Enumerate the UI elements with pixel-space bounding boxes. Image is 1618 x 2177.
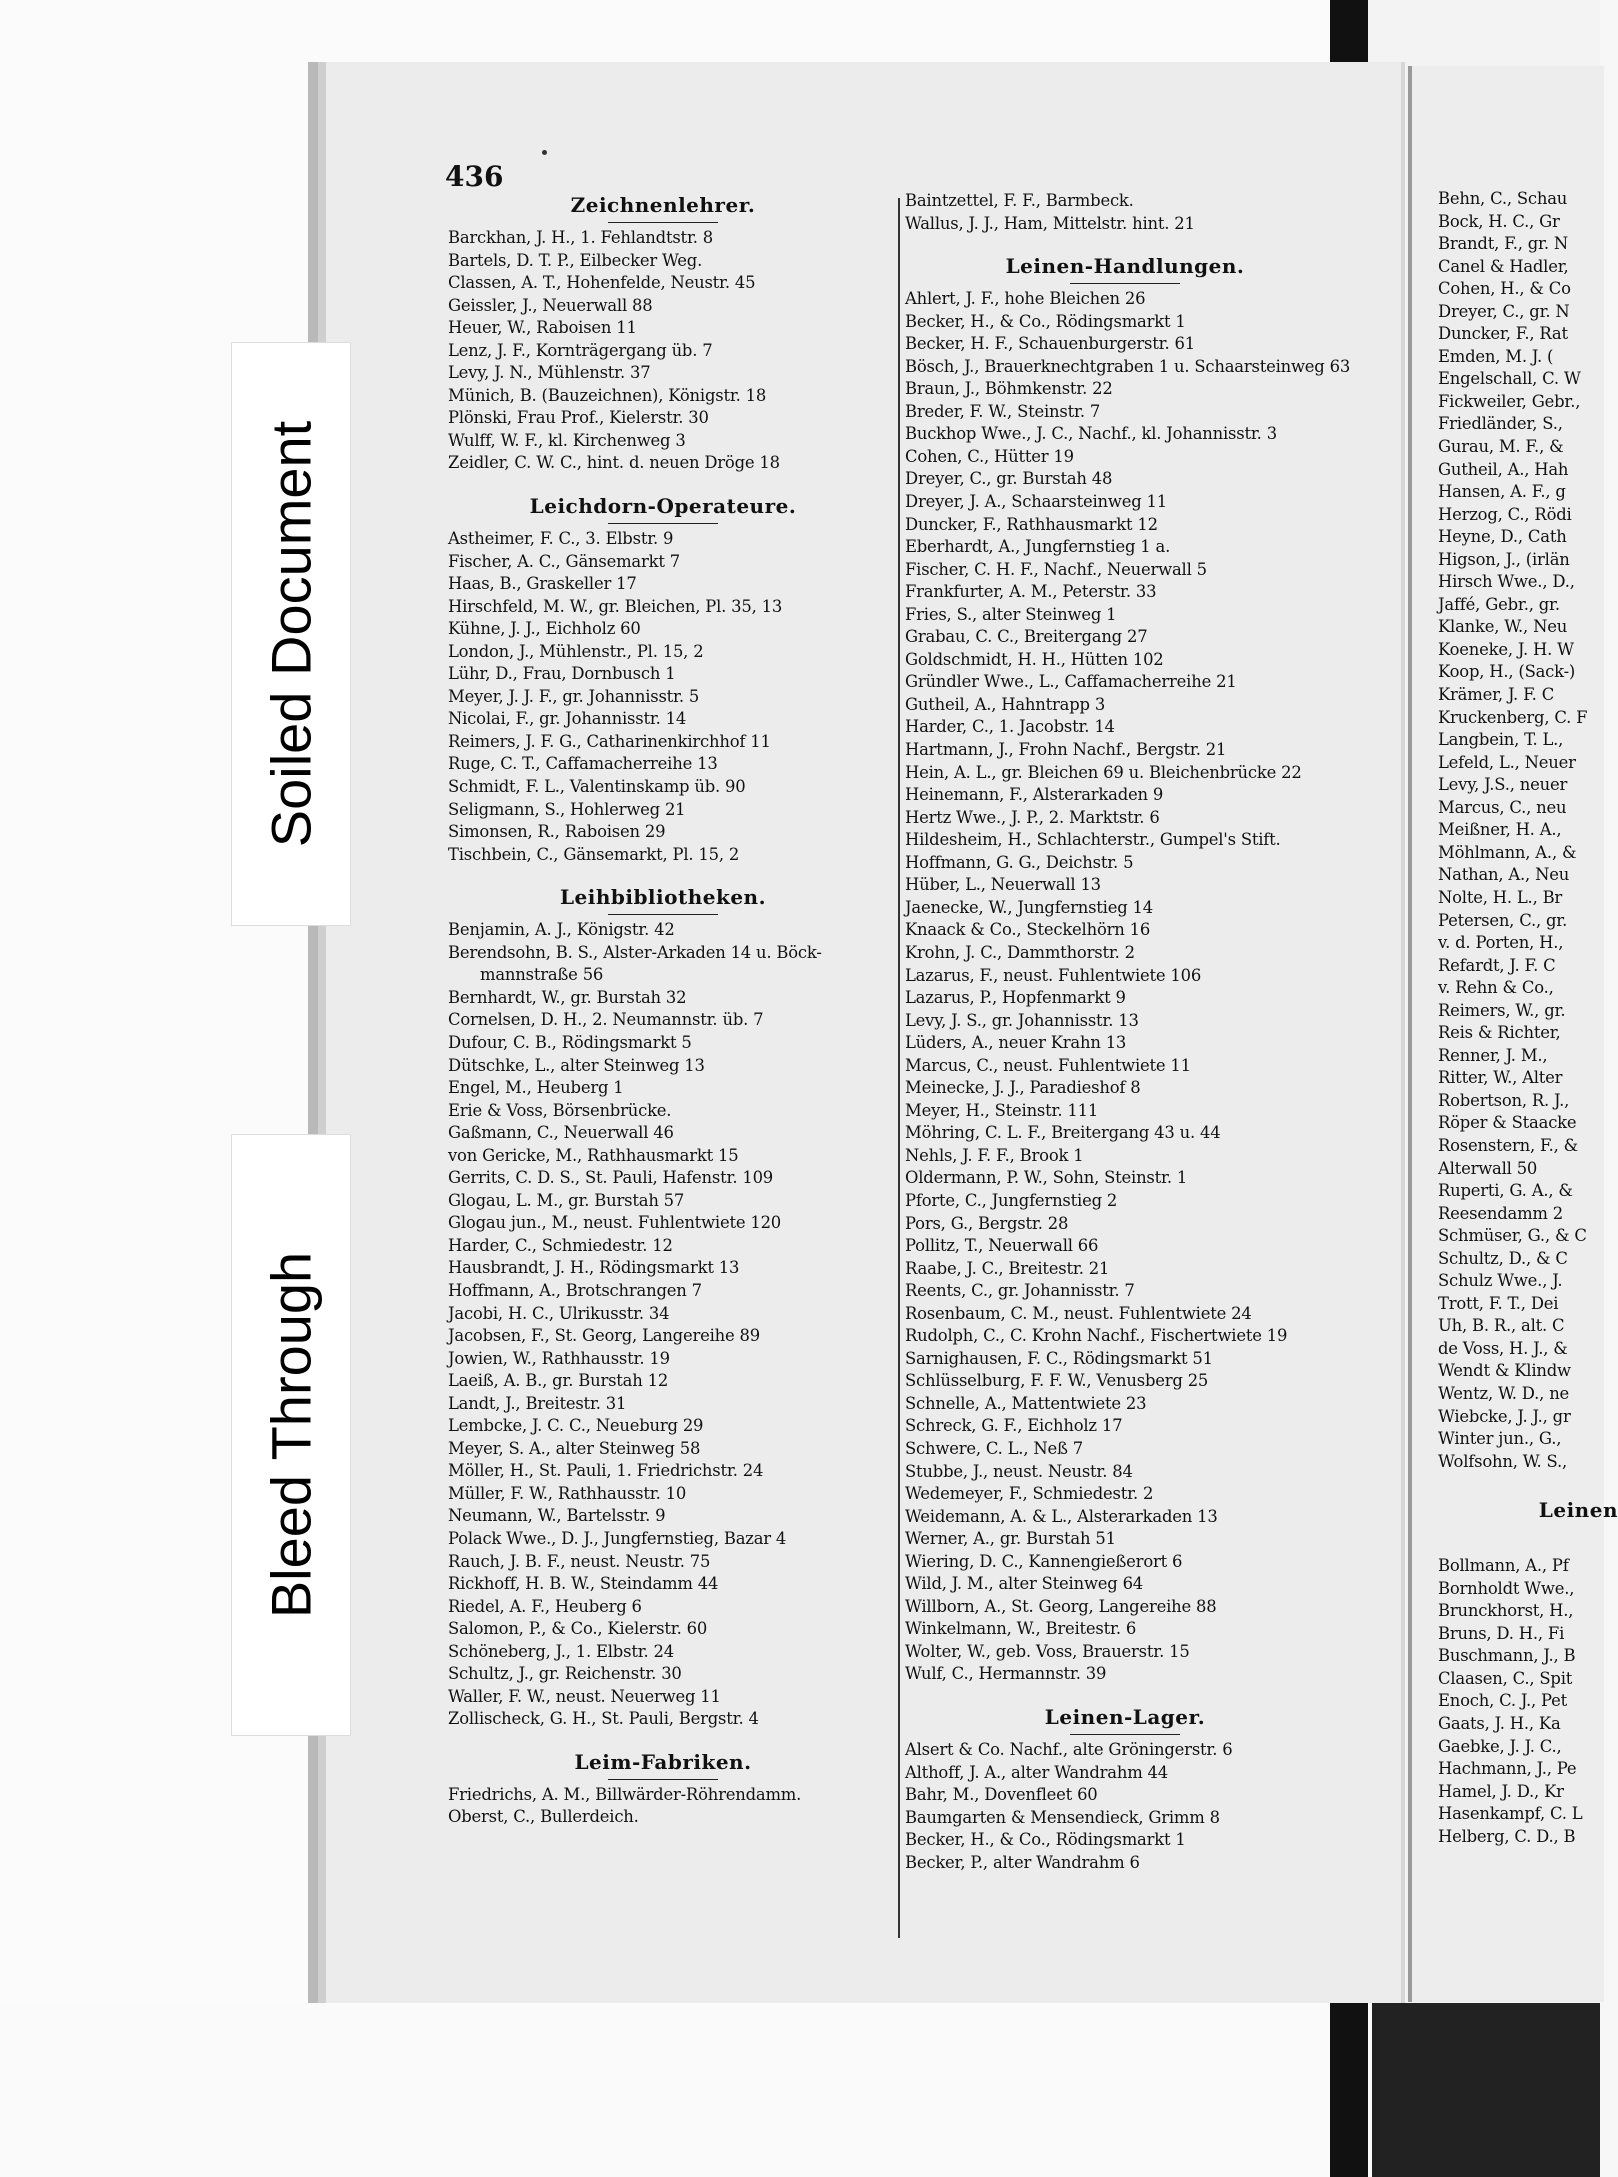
directory-entry: Geissler, J., Neuerwall 88 [448, 295, 653, 315]
directory-entry: Reis & Richter, [1438, 1023, 1561, 1043]
directory-entry: Hildesheim, H., Schlachterstr., Gumpel's Stift. [905, 830, 1281, 850]
directory-entry: Petersen, C., gr. [1438, 910, 1568, 930]
directory-entry: Trott, F. T., Dei [1438, 1293, 1559, 1313]
directory-entry: Heinemann, F., Alsterarkaden 9 [905, 785, 1164, 805]
directory-entry: Simonsen, R., Raboisen 29 [448, 822, 666, 842]
directory-entry: Reimers, W., gr. [1438, 1000, 1566, 1020]
directory-entry: Nathan, A., Neu [1438, 865, 1570, 885]
directory-section [448, 1747, 878, 1829]
section-heading: Leinen-Handlungen. [1005, 254, 1245, 279]
right-column-partial [1438, 188, 1618, 1848]
directory-entry: Hoffmann, A., Brotschrangen 7 [448, 1280, 702, 1300]
directory-entry: Möller, H., St. Pauli, 1. Friedrichstr. 24 [448, 1461, 764, 1481]
directory-entry: Harder, C., 1. Jacobstr. 14 [905, 717, 1115, 737]
directory-entry: Glogau, L. M., gr. Burstah 57 [448, 1190, 685, 1210]
directory-entry: Wulf, C., Hermannstr. 39 [905, 1664, 1107, 1684]
directory-entry: Krämer, J. F. C [1438, 685, 1555, 705]
directory-entry: Claasen, C., Spit [1438, 1668, 1573, 1688]
directory-entry: Pforte, C., Jungfernstieg 2 [905, 1190, 1118, 1210]
soiled-document-label [232, 343, 350, 925]
directory-section [448, 190, 878, 475]
directory-entry: Hamel, J. D., Kr [1438, 1781, 1564, 1801]
directory-entry: Braun, J., Böhmkenstr. 22 [905, 379, 1113, 399]
directory-entry: Schmidt, F. L., Valentinskamp üb. 90 [448, 777, 746, 797]
directory-entry: Benjamin, A. J., Königstr. 42 [448, 920, 675, 940]
directory-entry: Dufour, C. B., Rödingsmarkt 5 [448, 1032, 692, 1052]
directory-entry: Bösch, J., Brauerknechtgraben 1 u. Schaarsteinweg 63 [905, 356, 1351, 376]
directory-entry: Wiering, D. C., Kannengießerort 6 [905, 1551, 1183, 1571]
directory-entry: Friedrichs, A. M., Billwärder-Röhrendamm. [448, 1784, 802, 1804]
directory-entry: Bollmann, A., Pf [1438, 1556, 1569, 1576]
section-heading: Leinen-Lager. [1044, 1705, 1206, 1729]
directory-entry: Schwere, C. L., Neß 7 [905, 1438, 1083, 1458]
directory-entry: Refardt, J. F. C [1438, 955, 1556, 975]
section-heading: Leinen [1538, 1498, 1618, 1523]
directory-entry: Buschmann, J., B [1438, 1646, 1576, 1666]
directory-entry: Lazarus, F., neust. Fuhlentwiete 106 [905, 965, 1202, 985]
directory-entry: Gaebke, J. J. C., [1438, 1736, 1562, 1756]
directory-entry: Heyne, D., Cath [1438, 527, 1567, 547]
directory-entry: Nehls, J. F. F., Brook 1 [905, 1145, 1084, 1165]
directory-entry: Zollischeck, G. H., St. Pauli, Bergstr. 4 [448, 1709, 759, 1729]
directory-entry: Möhring, C. L. F., Breitergang 43 u. 44 [905, 1123, 1221, 1143]
directory-entry: Wolter, W., geb. Voss, Brauerstr. 15 [905, 1641, 1190, 1661]
directory-section [905, 1702, 1345, 1874]
directory-entry: Hertz Wwe., J. P., 2. Marktstr. 6 [905, 807, 1160, 827]
directory-entry: Levy, J. N., Mühlenstr. 37 [448, 363, 651, 383]
directory-entry: Ruge, C. T., Caffamacherreihe 13 [448, 754, 718, 774]
directory-entry: Lazarus, P., Hopfenmarkt 9 [905, 988, 1126, 1008]
directory-entry: Levy, J. S., gr. Johannisstr. 13 [905, 1010, 1139, 1030]
directory-entry: v. d. Porten, H., [1438, 933, 1564, 953]
directory-entry: Becker, H. F., Schauenburgerstr. 61 [905, 334, 1195, 354]
directory-entry: Gutheil, A., Hah [1438, 459, 1569, 479]
directory-entry: Wedemeyer, F., Schmiedestr. 2 [905, 1484, 1154, 1504]
directory-entry: Schöneberg, J., 1. Elbstr. 24 [448, 1641, 675, 1661]
directory-entry: Bahr, M., Dovenfleet 60 [905, 1785, 1098, 1805]
directory-entry: v. Rehn & Co., [1438, 978, 1554, 998]
directory-entry: Oldermann, P. W., Sohn, Steinstr. 1 [905, 1168, 1188, 1188]
directory-entry: Robertson, R. J., [1438, 1090, 1570, 1110]
directory-entry: Schlüsselburg, F. F. W., Venusberg 25 [905, 1371, 1209, 1391]
directory-entry: Werner, A., gr. Burstah 51 [905, 1529, 1116, 1549]
directory-entry: Zeidler, C. W. C., hint. d. neuen Dröge 18 [448, 453, 780, 473]
column-separator [898, 198, 900, 1938]
directory-entry: Kühne, J. J., Eichholz 60 [448, 619, 641, 639]
directory-entry: Cohen, C., Hütter 19 [905, 446, 1074, 466]
directory-entry: Hirsch Wwe., D., [1438, 572, 1575, 592]
directory-entry: Marcus, C., neu [1438, 797, 1567, 817]
directory-entry: Cohen, H., & Co [1438, 279, 1571, 299]
directory-section [905, 251, 1351, 1686]
directory-section [448, 491, 878, 866]
directory-entry: Brandt, F., gr. N [1438, 234, 1569, 254]
directory-entry: Fickweiler, Gebr., [1438, 391, 1581, 411]
directory-entry: Dütschke, L., alter Steinweg 13 [448, 1055, 705, 1075]
directory-entry: London, J., Mühlenstr., Pl. 15, 2 [448, 641, 704, 661]
directory-entry: Duncker, F., Rat [1438, 324, 1568, 344]
directory-entry: Jacobsen, F., St. Georg, Langereihe 89 [448, 1326, 760, 1346]
directory-entry: Hüber, L., Neuerwall 13 [905, 875, 1101, 895]
directory-entry: Lembcke, J. C. C., Neueburg 29 [448, 1416, 704, 1436]
directory-entry: mannstraße 56 [480, 965, 604, 985]
directory-entry: Ruperti, G. A., & [1438, 1181, 1573, 1201]
directory-entry: Röper & Staacke [1438, 1113, 1577, 1133]
directory-entry: Gutheil, A., Hahntrapp 3 [905, 694, 1106, 714]
section-heading: Leihbibliotheken. [559, 885, 767, 910]
directory-entry: Goldschmidt, H. H., Hütten 102 [905, 649, 1164, 669]
directory-entry: Kruckenberg, C. F [1438, 707, 1588, 727]
directory-entry: Jacobi, H. C., Ulrikusstr. 34 [448, 1303, 670, 1323]
directory-entry: Schultz, J., gr. Reichenstr. 30 [448, 1664, 682, 1684]
directory-entry: Waller, F. W., neust. Neuerweg 11 [448, 1686, 721, 1706]
directory-entry: Althoff, J. A., alter Wandrahm 44 [905, 1762, 1169, 1782]
directory-entry: Engel, M., Heuberg 1 [448, 1078, 624, 1098]
directory-entry: Schulz Wwe., J. [1438, 1271, 1563, 1291]
directory-entry: Klanke, W., Neu [1438, 617, 1568, 637]
directory-entry: Gaats, J. H., Ka [1438, 1714, 1561, 1733]
bleed-through-label [232, 1135, 350, 1735]
directory-section [905, 190, 1345, 235]
directory-entry: Hachmann, J., Pe [1438, 1759, 1577, 1779]
directory-entry: Cornelsen, D. H., 2. Neumannstr. üb. 7 [448, 1010, 764, 1030]
left-column [448, 190, 878, 1829]
directory-entry: Ritter, W., Alter [1438, 1068, 1563, 1088]
directory-entry: Rosenbaum, C. M., neust. Fuhlentwiete 24 [905, 1303, 1252, 1323]
dark-scan-edge-bottom [1330, 2003, 1368, 2177]
directory-entry: Rauch, J. B. F., neust. Neustr. 75 [448, 1551, 711, 1571]
directory-entry: Dreyer, J. A., Schaarsteinweg 11 [905, 492, 1168, 512]
middle-column [905, 190, 1351, 1874]
directory-entry: Langbein, T. L., [1438, 730, 1564, 750]
directory-entry: Becker, H., & Co., Rödingsmarkt 1 [905, 311, 1186, 331]
directory-entry: Jowien, W., Rathhausstr. 19 [448, 1348, 670, 1368]
directory-entry: Herzog, C., Rödi [1438, 504, 1572, 524]
directory-entry: Laeiß, A. B., gr. Burstah 12 [448, 1371, 669, 1391]
directory-entry: Fischer, C. H. F., Nachf., Neuerwall 5 [905, 559, 1207, 579]
directory-entry: Winter jun., G., [1438, 1429, 1562, 1449]
directory-entry: Becker, P., alter Wandrahm 6 [905, 1852, 1140, 1872]
directory-entry: Pors, G., Bergstr. 28 [905, 1213, 1069, 1233]
directory-entry: Renner, J. M., [1438, 1045, 1548, 1065]
directory-entry: Harder, C., Schmiedestr. 12 [448, 1235, 673, 1255]
directory-entry: Nolte, H. L., Br [1438, 887, 1563, 907]
directory-entry: Schmüser, G., & C [1438, 1226, 1587, 1246]
directory-entry: Tischbein, C., Gänsemarkt, Pl. 15, 2 [448, 844, 740, 864]
directory-entry: Dreyer, C., gr. N [1438, 301, 1570, 321]
directory-entry: Baumgarten & Mensendieck, Grimm 8 [905, 1807, 1220, 1827]
directory-entry: Rosenstern, F., & [1438, 1135, 1579, 1155]
heading-underline [608, 1779, 718, 1780]
directory-entry: Hausbrandt, J. H., Rödingsmarkt 13 [448, 1258, 740, 1278]
directory-entry: Wendt & Klindw [1438, 1361, 1571, 1381]
directory-entry: Münich, B. (Bauzeichnen), Königstr. 18 [448, 385, 767, 405]
directory-entry: Uh, B. R., alt. C [1438, 1316, 1565, 1336]
directory-entry: Behn, C., Schau [1438, 189, 1568, 208]
directory-entry: Eberhardt, A., Jungfernstieg 1 a. [905, 537, 1171, 557]
directory-entry: Müller, F. W., Rathhausstr. 10 [448, 1483, 687, 1503]
directory-entry: Raabe, J. C., Breitestr. 21 [905, 1258, 1110, 1278]
directory-entry: Bruns, D. H., Fi [1438, 1623, 1565, 1643]
directory-entry: Bock, H. C., Gr [1438, 211, 1560, 231]
directory-entry: Gaßmann, C., Neuerwall 46 [448, 1123, 674, 1143]
directory-entry: Stubbe, J., neust. Neustr. 84 [905, 1461, 1133, 1481]
directory-entry: Meyer, S. A., alter Steinweg 58 [448, 1438, 701, 1458]
directory-entry: Wiebcke, J. J., gr [1438, 1406, 1571, 1426]
directory-entry: Classen, A. T., Hohenfelde, Neustr. 45 [448, 273, 756, 293]
heading-underline [1070, 1734, 1180, 1735]
directory-entry: Higson, J., (irlän [1438, 549, 1570, 569]
directory-entry: Lefeld, L., Neuer [1438, 752, 1576, 772]
directory-entry: Winkelmann, W., Breitestr. 6 [905, 1619, 1137, 1639]
directory-entry: Rickhoff, H. B. W., Steindamm 44 [448, 1574, 719, 1594]
directory-entry: Erie & Voss, Börsenbrücke. [448, 1100, 672, 1120]
directory-entry: Alsert & Co. Nachf., alte Gröningerstr. 6 [905, 1740, 1233, 1759]
directory-entry: Neumann, W., Bartelsstr. 9 [448, 1506, 666, 1526]
directory-entry: Breder, F. W., Steinstr. 7 [905, 401, 1101, 421]
directory-entry: Astheimer, F. C., 3. Elbstr. 9 [448, 529, 674, 549]
directory-entry: Hirschfeld, M. W., gr. Bleichen, Pl. 35, 13 [448, 596, 783, 616]
directory-entry: Hoffmann, G. G., Deichstr. 5 [905, 852, 1134, 872]
directory-entry: Ahlert, J. F., hohe Bleichen 26 [905, 289, 1146, 309]
directory-entry: Koop, H., (Sack-) [1438, 662, 1576, 682]
directory-entry: Emden, M. J. ( [1438, 346, 1554, 366]
directory-entry: Willborn, A., St. Georg, Langereihe 88 [905, 1596, 1217, 1616]
directory-entry: Reents, C., gr. Johannisstr. 7 [905, 1281, 1135, 1301]
directory-entry: Koeneke, J. H. W [1438, 639, 1574, 659]
directory-entry: Meyer, H., Steinstr. 111 [905, 1100, 1099, 1120]
directory-entry: Grabau, C. C., Breitergang 27 [905, 627, 1148, 647]
directory-entry: Hansen, A. F., g [1438, 482, 1566, 502]
section-heading: Leim-Fabriken. [574, 1749, 752, 1774]
directory-entry: Knaack & Co., Steckelhörn 16 [905, 920, 1151, 940]
soiled-document-text: Soiled Document [259, 420, 323, 848]
heading-underline [608, 523, 718, 524]
directory-entry: Jaffé, Gebr., gr. [1438, 594, 1560, 614]
directory-entry: Schnelle, A., Mattentwiete 23 [905, 1393, 1147, 1413]
directory-entry: Fries, S., alter Steinweg 1 [905, 604, 1117, 624]
directory-entry: Rudolph, C., C. Krohn Nachf., Fischertwiete 19 [905, 1326, 1288, 1346]
directory-entry: Wulff, W. F., kl. Kirchenweg 3 [448, 430, 686, 450]
directory-entry: von Gericke, M., Rathhausmarkt 15 [448, 1145, 739, 1165]
directory-entry: Hasenkampf, C. L [1438, 1804, 1583, 1824]
directory-entry: Krohn, J. C., Dammthorstr. 2 [905, 942, 1135, 962]
directory-entry: Lenz, J. F., Kornträgergang üb. 7 [448, 340, 713, 360]
directory-entry: Gurau, M. F., & [1438, 437, 1564, 457]
directory-entry: Meyer, J. J. F., gr. Johannisstr. 5 [448, 686, 700, 706]
page-number: 436 [445, 160, 504, 193]
directory-entry: Heuer, W., Raboisen 11 [448, 318, 637, 338]
directory-entry: Alterwall 50 [1438, 1158, 1538, 1178]
directory-entry: Lüders, A., neuer Krahn 13 [905, 1033, 1127, 1053]
ink-spot [542, 150, 547, 155]
directory-entry: Haas, B., Graskeller 17 [448, 574, 637, 594]
directory-entry: Bartels, D. T. P., Eilbecker Weg. [448, 250, 703, 270]
directory-entry: Sarnighausen, F. C., Rödingsmarkt 51 [905, 1348, 1213, 1368]
directory-entry: Marcus, C., neust. Fuhlentwiete 11 [905, 1055, 1191, 1075]
directory-entry: Weidemann, A. & L., Alsterarkaden 13 [905, 1506, 1218, 1526]
directory-entry: Wild, J. M., alter Steinweg 64 [905, 1574, 1144, 1594]
directory-entry: Levy, J.S., neuer [1438, 775, 1568, 795]
directory-entry: Becker, H., & Co., Rödingsmarkt 1 [905, 1830, 1186, 1850]
directory-entry: Baintzettel, F. F., Barmbeck. [905, 191, 1134, 210]
section-heading: Zeichnenlehrer. [570, 193, 756, 217]
directory-entry: Landt, J., Breitestr. 31 [448, 1393, 627, 1413]
directory-entry: Helberg, C. D., B [1438, 1826, 1576, 1846]
directory-entry: Plönski, Frau Prof., Kielerstr. 30 [448, 408, 709, 428]
directory-entry: Meinecke, J. J., Paradieshof 8 [905, 1078, 1141, 1098]
directory-entry: Nicolai, F., gr. Johannisstr. 14 [448, 709, 687, 729]
directory-entry: Wallus, J. J., Ham, Mittelstr. hint. 21 [905, 213, 1195, 233]
directory-entry: Wentz, W. D., ne [1438, 1383, 1570, 1403]
directory-entry: Gerrits, C. D. S., St. Pauli, Hafenstr. 109 [448, 1168, 774, 1188]
directory-entry: Glogau jun., M., neust. Fuhlentwiete 120 [448, 1213, 782, 1233]
directory-entry: Enoch, C. J., Pet [1438, 1691, 1568, 1711]
dark-scan-corner [1372, 2003, 1600, 2177]
directory-entry: Salomon, P., & Co., Kielerstr. 60 [448, 1619, 708, 1639]
directory-entry: Pollitz, T., Neuerwall 66 [905, 1236, 1099, 1256]
heading-underline [1070, 283, 1180, 284]
heading-underline [608, 222, 718, 223]
directory-entry: Barckhan, J. H., 1. Fehlandtstr. 8 [448, 228, 714, 247]
directory-entry: Duncker, F., Rathhausmarkt 12 [905, 514, 1158, 534]
directory-entry: Engelschall, C. W [1438, 369, 1581, 389]
directory-entry: Hein, A. L., gr. Bleichen 69 u. Bleichenbrücke 22 [905, 762, 1302, 782]
directory-entry: Oberst, C., Bullerdeich. [448, 1807, 639, 1827]
directory-entry: Fischer, A. C., Gänsemarkt 7 [448, 551, 680, 571]
directory-entry: Reesendamm 2 [1438, 1203, 1563, 1223]
directory-entry: Wolfsohn, W. S., [1438, 1451, 1567, 1471]
directory-entry: Gründler Wwe., L., Caffamacherreihe 21 [905, 672, 1237, 692]
directory-entry: Polack Wwe., D. J., Jungfernstieg, Bazar 4 [448, 1528, 787, 1548]
directory-entry: Hartmann, J., Frohn Nachf., Bergstr. 21 [905, 740, 1227, 760]
directory-entry: Canel & Hadler, [1438, 256, 1569, 276]
heading-underline [608, 914, 718, 915]
directory-entry: Seligmann, S., Hohlerweg 21 [448, 799, 686, 819]
bleed-through-text: Bleed Through [259, 1251, 323, 1619]
directory-entry: Lühr, D., Frau, Dornbusch 1 [448, 664, 676, 684]
directory-entry: Schultz, D., & C [1438, 1248, 1568, 1268]
directory-entry: Schreck, G. F., Eichholz 17 [905, 1416, 1123, 1436]
directory-entry: Möhlmann, A., & [1438, 842, 1577, 862]
directory-entry: Berendsohn, B. S., Alster-Arkaden 14 u. Böck- [448, 942, 822, 962]
directory-section [448, 882, 878, 1731]
directory-entry: Friedländer, S., [1438, 414, 1563, 434]
directory-entry: Frankfurter, A. M., Peterstr. 33 [905, 582, 1157, 602]
directory-entry: de Voss, H. J., & [1438, 1338, 1568, 1358]
directory-entry: Bernhardt, W., gr. Burstah 32 [448, 987, 687, 1007]
directory-entry: Dreyer, C., gr. Burstah 48 [905, 469, 1113, 489]
directory-entry: Jaenecke, W., Jungfernstieg 14 [905, 897, 1153, 917]
directory-entry: Riedel, A. F., Heuberg 6 [448, 1596, 642, 1616]
directory-entry: Reimers, J. F. G., Catharinenkirchhof 11 [448, 731, 771, 751]
directory-entry: Brunckhorst, H., [1438, 1601, 1574, 1621]
directory-entry: Bornholdt Wwe., [1438, 1578, 1575, 1598]
section-heading: Leichdorn-Operateure. [529, 494, 797, 519]
directory-entry: Meißner, H. A., [1438, 820, 1562, 840]
directory-entry: Buckhop Wwe., J. C., Nachf., kl. Johannisstr. 3 [905, 424, 1277, 444]
